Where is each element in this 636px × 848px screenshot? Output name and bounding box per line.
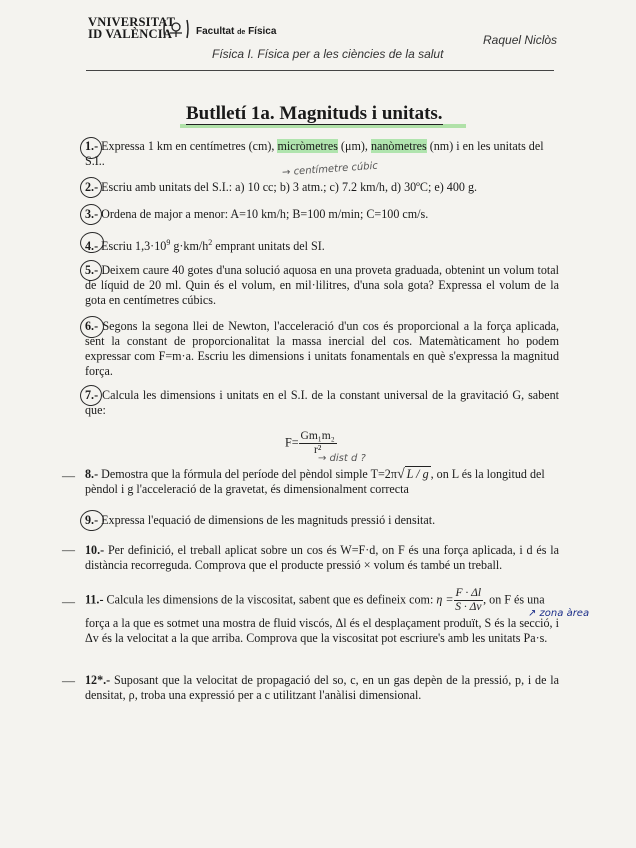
q12-number: 12*.- (85, 673, 111, 687)
q7-denominator: r² (314, 444, 322, 456)
q6-number: 6.- (85, 319, 99, 333)
q4-number: 4.- (85, 239, 99, 254)
q5-number: 5.- (85, 263, 99, 277)
question-11-line1 (85, 587, 545, 614)
q8-text-b: , on L és la longitud del pèndol i g l'acceleració de la gravetat, és dimensionalment correcta (85, 467, 545, 496)
q10-text: Per definició, el treball aplicat sobre un cos és W=F·d, on F és una força aplicada, i d és la distància recorreguda. Comprova que el producte pressió × volum és també un treball. (85, 543, 559, 572)
q7-numerator: Gm₁m₂ (300, 430, 335, 442)
q1-text-c: (nm) i en les unitats del S.I.. (85, 139, 544, 168)
q11-eta: η = (436, 592, 454, 607)
q3-text: Ordena de major a menor: A=10 km/h; B=100 m/min; C=100 cm/s. (101, 207, 429, 221)
question-12 (85, 673, 559, 703)
q12-text: Suposant que la velocitat de propagació del so, c, en un gas depèn de la pressió, p, i de la densitat, ρ, troba una expressió per a c utilitzant l'anàlisi dimensional. (85, 673, 559, 702)
question-11-body (85, 616, 559, 646)
author-name: Raquel Niclòs (483, 33, 558, 47)
question-4 (85, 235, 559, 254)
q11-text-b: , on F és una (483, 592, 545, 607)
q11-text-a: Calcula les dimensions de la viscositat, sabent que es defineix com: (106, 592, 437, 607)
bleed-through (160, 84, 460, 102)
q1-number: 1.- (85, 139, 99, 153)
q7-number: 7.- (85, 388, 99, 402)
question-6 (85, 319, 559, 379)
faculty-label: Facultat (196, 26, 235, 37)
q4-text-c: emprant unitats del SI. (212, 239, 325, 254)
q8-number: 8.- (85, 467, 99, 481)
q6-text: Segons la segona llei de Newton, l'acceleració d'un cos és proporcional a la força aplicada, sent la constant de proporcionalitat la massa inercial del cos. Matemàticament ho podem expressar com F=m·a. Escriu les dimensions i unitats fonamentals en què s'expressa la magnitud força. (85, 319, 559, 378)
question-2 (85, 180, 559, 195)
q9-text: Expressa l'equació de dimensions de les magnituds pressió i densitat. (101, 513, 436, 527)
q11-handwritten-note: ↗ zona àrea (528, 608, 590, 619)
q8-sqrt: L / g (406, 467, 429, 481)
q7-formula-lhs: F= (285, 435, 299, 450)
faculty-de: de (237, 29, 246, 36)
q7-handwritten-note: → dist d ? (318, 453, 366, 464)
q8-text-a: Demostra que la fórmula del període del pèndol simple T=2π (101, 467, 397, 481)
q1-text-b: (μm), (337, 139, 371, 153)
margin-dash-q8: — (62, 468, 75, 483)
q2-handwritten-note: → centímetre cúbic (281, 160, 379, 179)
university-line1: VNIVERSITAT (88, 15, 176, 29)
q1-highlight-2: nanòmetres (370, 139, 427, 153)
q11-frac-denominator: S · Δv (455, 601, 482, 613)
q3-number: 3.- (85, 207, 99, 221)
q10-number: 10.- (85, 543, 105, 557)
question-9 (85, 513, 559, 528)
margin-dash-q11: — (62, 594, 75, 609)
question-8: 8.- Demostra que la fórmula del període del pèndol simple T=2π√ L / g , on L és la longitud del pèndol i g l'acceleració de la gravetat, és dimensionalment correcta (85, 467, 545, 496)
q9-number: 9.- (85, 513, 99, 527)
question-10 (85, 543, 559, 573)
faculty-name (196, 26, 276, 37)
header-divider (86, 70, 554, 71)
question-3 (85, 207, 559, 222)
q5-text: Deixem caure 40 gotes d'una solució aquosa en una proveta graduada, obtenint un volum total de líquid de 20 ml. Quin és el volum, en mil·lilitres, d'una sola gota? Expressa el volum de la gota en centímetres cúbics. (85, 263, 559, 307)
university-seal-icon (162, 18, 190, 40)
margin-dash-q12: — (62, 673, 75, 688)
page-title: Butlletí 1a. Magnituds i unitats. (186, 103, 443, 124)
q1-highlight-1: micròmetres (277, 139, 338, 153)
q7-text: Calcula les dimensions i unitats en el S.I. de la constant universal de la gravitació G, sabent que: (85, 388, 559, 417)
course-subject: Física I. Física per a les ciències de la salut (212, 47, 444, 61)
q4-exponent-1: 9 (166, 238, 171, 247)
q11-text-c: força a la que es sotmet una mostra de fluid viscós, Δl és el desplaçament produït, S és la secció, i Δv és la velocitat a la que arriba. Comprova que la viscositat pot escriure's amb les unitats Pa·s. (85, 616, 559, 645)
q4-text-a: Escriu 1,3·10 (101, 239, 167, 254)
q2-number: 2.- (85, 180, 99, 194)
q11-number: 11.- (85, 592, 104, 607)
university-line2: ID VALÈNCIA (88, 27, 173, 41)
q2-text: Escriu amb unitats del S.I.: a) 10 cc; b) 3 atm.; c) 7.2 km/h, d) 30ºC; e) 400 g. (101, 180, 478, 194)
q11-frac-numerator: F · Δl (455, 587, 482, 599)
question-7 (85, 388, 559, 418)
margin-dash-q10: — (62, 542, 75, 557)
q4-exponent-2: 2 (208, 238, 213, 247)
question-5 (85, 263, 559, 308)
faculty-physics: Física (248, 26, 277, 37)
q4-text-b: g·km/h (170, 239, 209, 254)
q11-fraction (454, 587, 484, 614)
q1-text-a: Expressa 1 km en centímetres (cm), (101, 139, 278, 153)
